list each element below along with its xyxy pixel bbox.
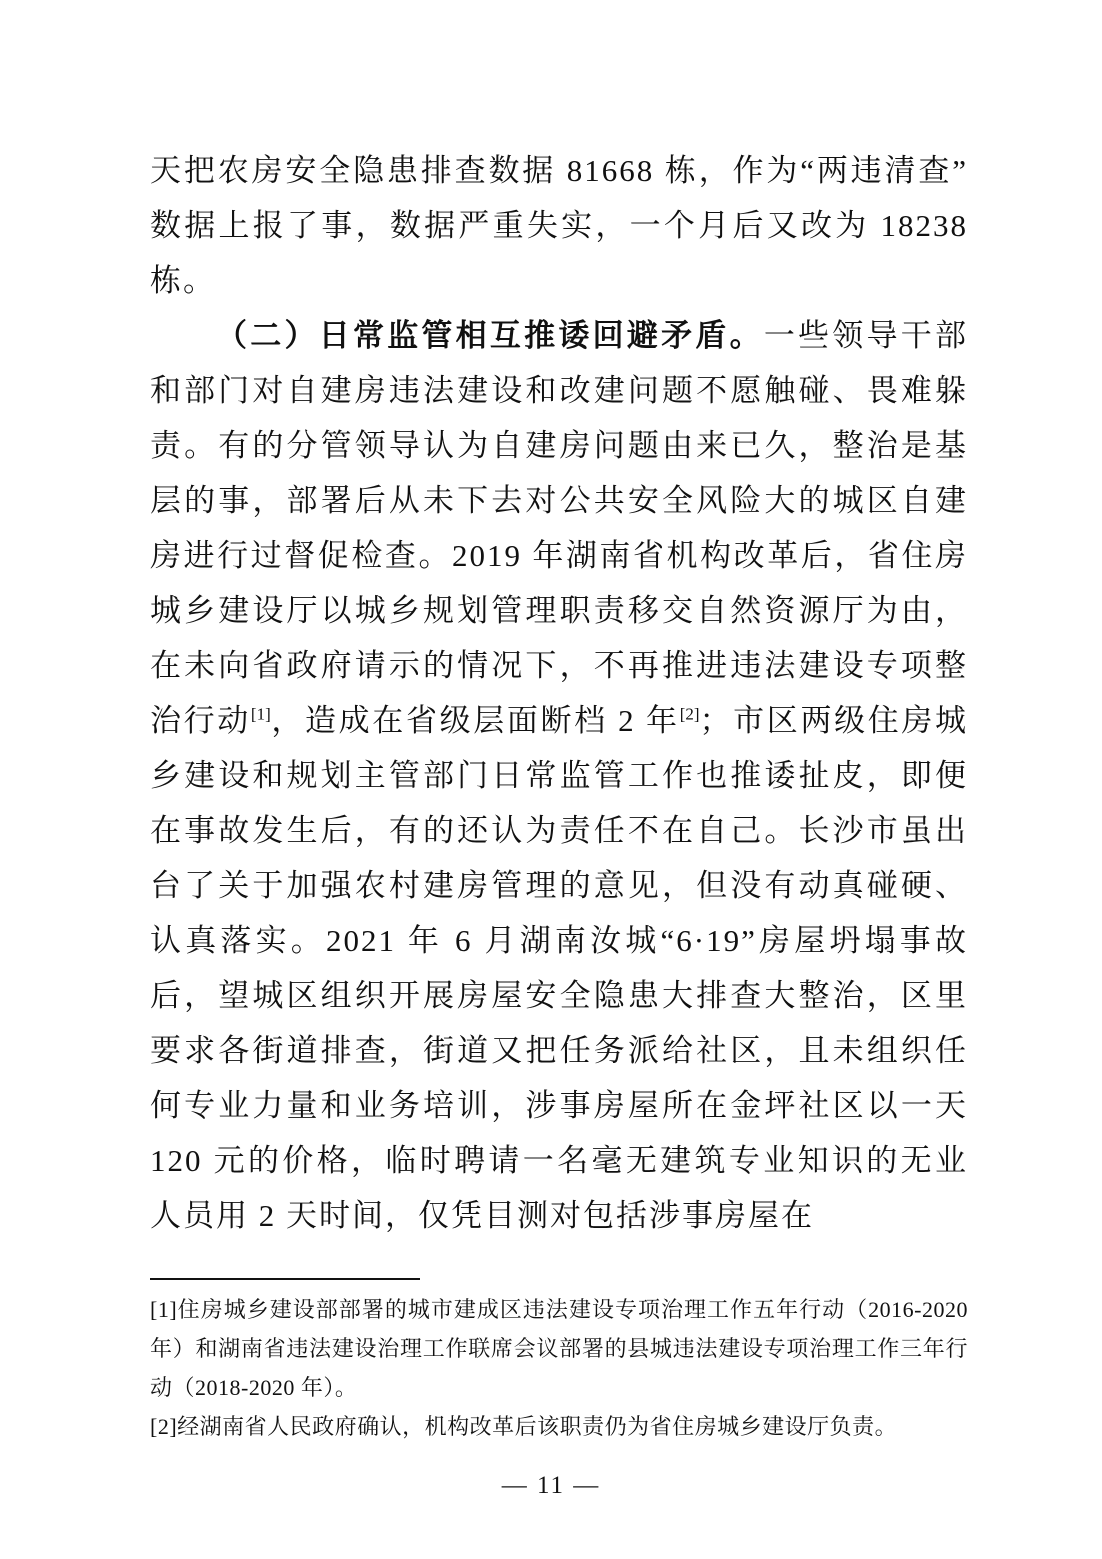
- footnote-1-marker: [1]: [150, 1297, 178, 1322]
- paragraph-1-text: 天把农房安全隐患排查数据 81668 栋，作为“两违清查”数据上报了事，数据严重失实，一个月后又改为 18238 栋。: [150, 153, 968, 298]
- body-paragraph-2: [150, 308, 968, 1243]
- footnote-2-text: 经湖南省人民政府确认，机构改革后该职责仍为省住房城乡建设厅负责。: [177, 1414, 898, 1439]
- footnote-ref-1: [1]: [250, 704, 271, 724]
- page-number: — 11 —: [501, 1472, 601, 1499]
- paragraph-2-part-2: ，造成在省级层面断档 2 年: [270, 703, 680, 738]
- footnote: [150, 1407, 968, 1446]
- footnote-block: [150, 1278, 968, 1446]
- paragraph-2-part-3: ；市区两级住房城乡建设和规划主管部门日常监管工作也推诿扯皮，即便在事故发生后，有的还认为责任不在自己。长沙市虽出台了关于加强农村建房管理的意见，但没有动真碰硬、认真落实。2021 年 6 月湖南汝城“6·19”房屋坍塌事故后，望城区组织开展房屋安全隐患大排查大整治，区里要求各街道排查，街道又把任务派给社区，且未组织任何专业力量和业务培训，涉事房屋所在金坪社区以一天 120 元的价格，临时聘请一名毫无建筑专业知识的无业人员用 2 天时间，仅凭目测对包括涉事房屋在: [150, 703, 969, 1233]
- section-heading: （二）日常监管相互推诿回避矛盾。: [216, 318, 764, 353]
- footnote-ref-2: [2]: [679, 704, 700, 724]
- body-text: [150, 143, 968, 1243]
- footnote-1-text: 住房城乡建设部部署的城市建成区违法建设专项治理工作五年行动（2016-2020 年）和湖南省违法建设治理工作联席会议部署的县城违法建设专项治理工作三年行动（2018-2020 年）。: [150, 1297, 968, 1400]
- footnote-separator: [150, 1278, 420, 1280]
- footnote: [150, 1290, 968, 1407]
- footnote-2-marker: [2]: [150, 1414, 178, 1439]
- paragraph-2-part-1: 一些领导干部和部门对自建房违法建设和改建问题不愿触碰、畏难躲责。有的分管领导认为自建房问题由来已久，整治是基层的事，部署后从未下去对公共安全风险大的城区自建房进行过督促检查。2019 年湖南省机构改革后，省住房城乡建设厅以城乡规划管理职责移交自然资源厅为由，在未向省政府请示的情况下，不再推进违法建设专项整治行动: [150, 318, 969, 738]
- body-paragraph-1: [150, 143, 968, 308]
